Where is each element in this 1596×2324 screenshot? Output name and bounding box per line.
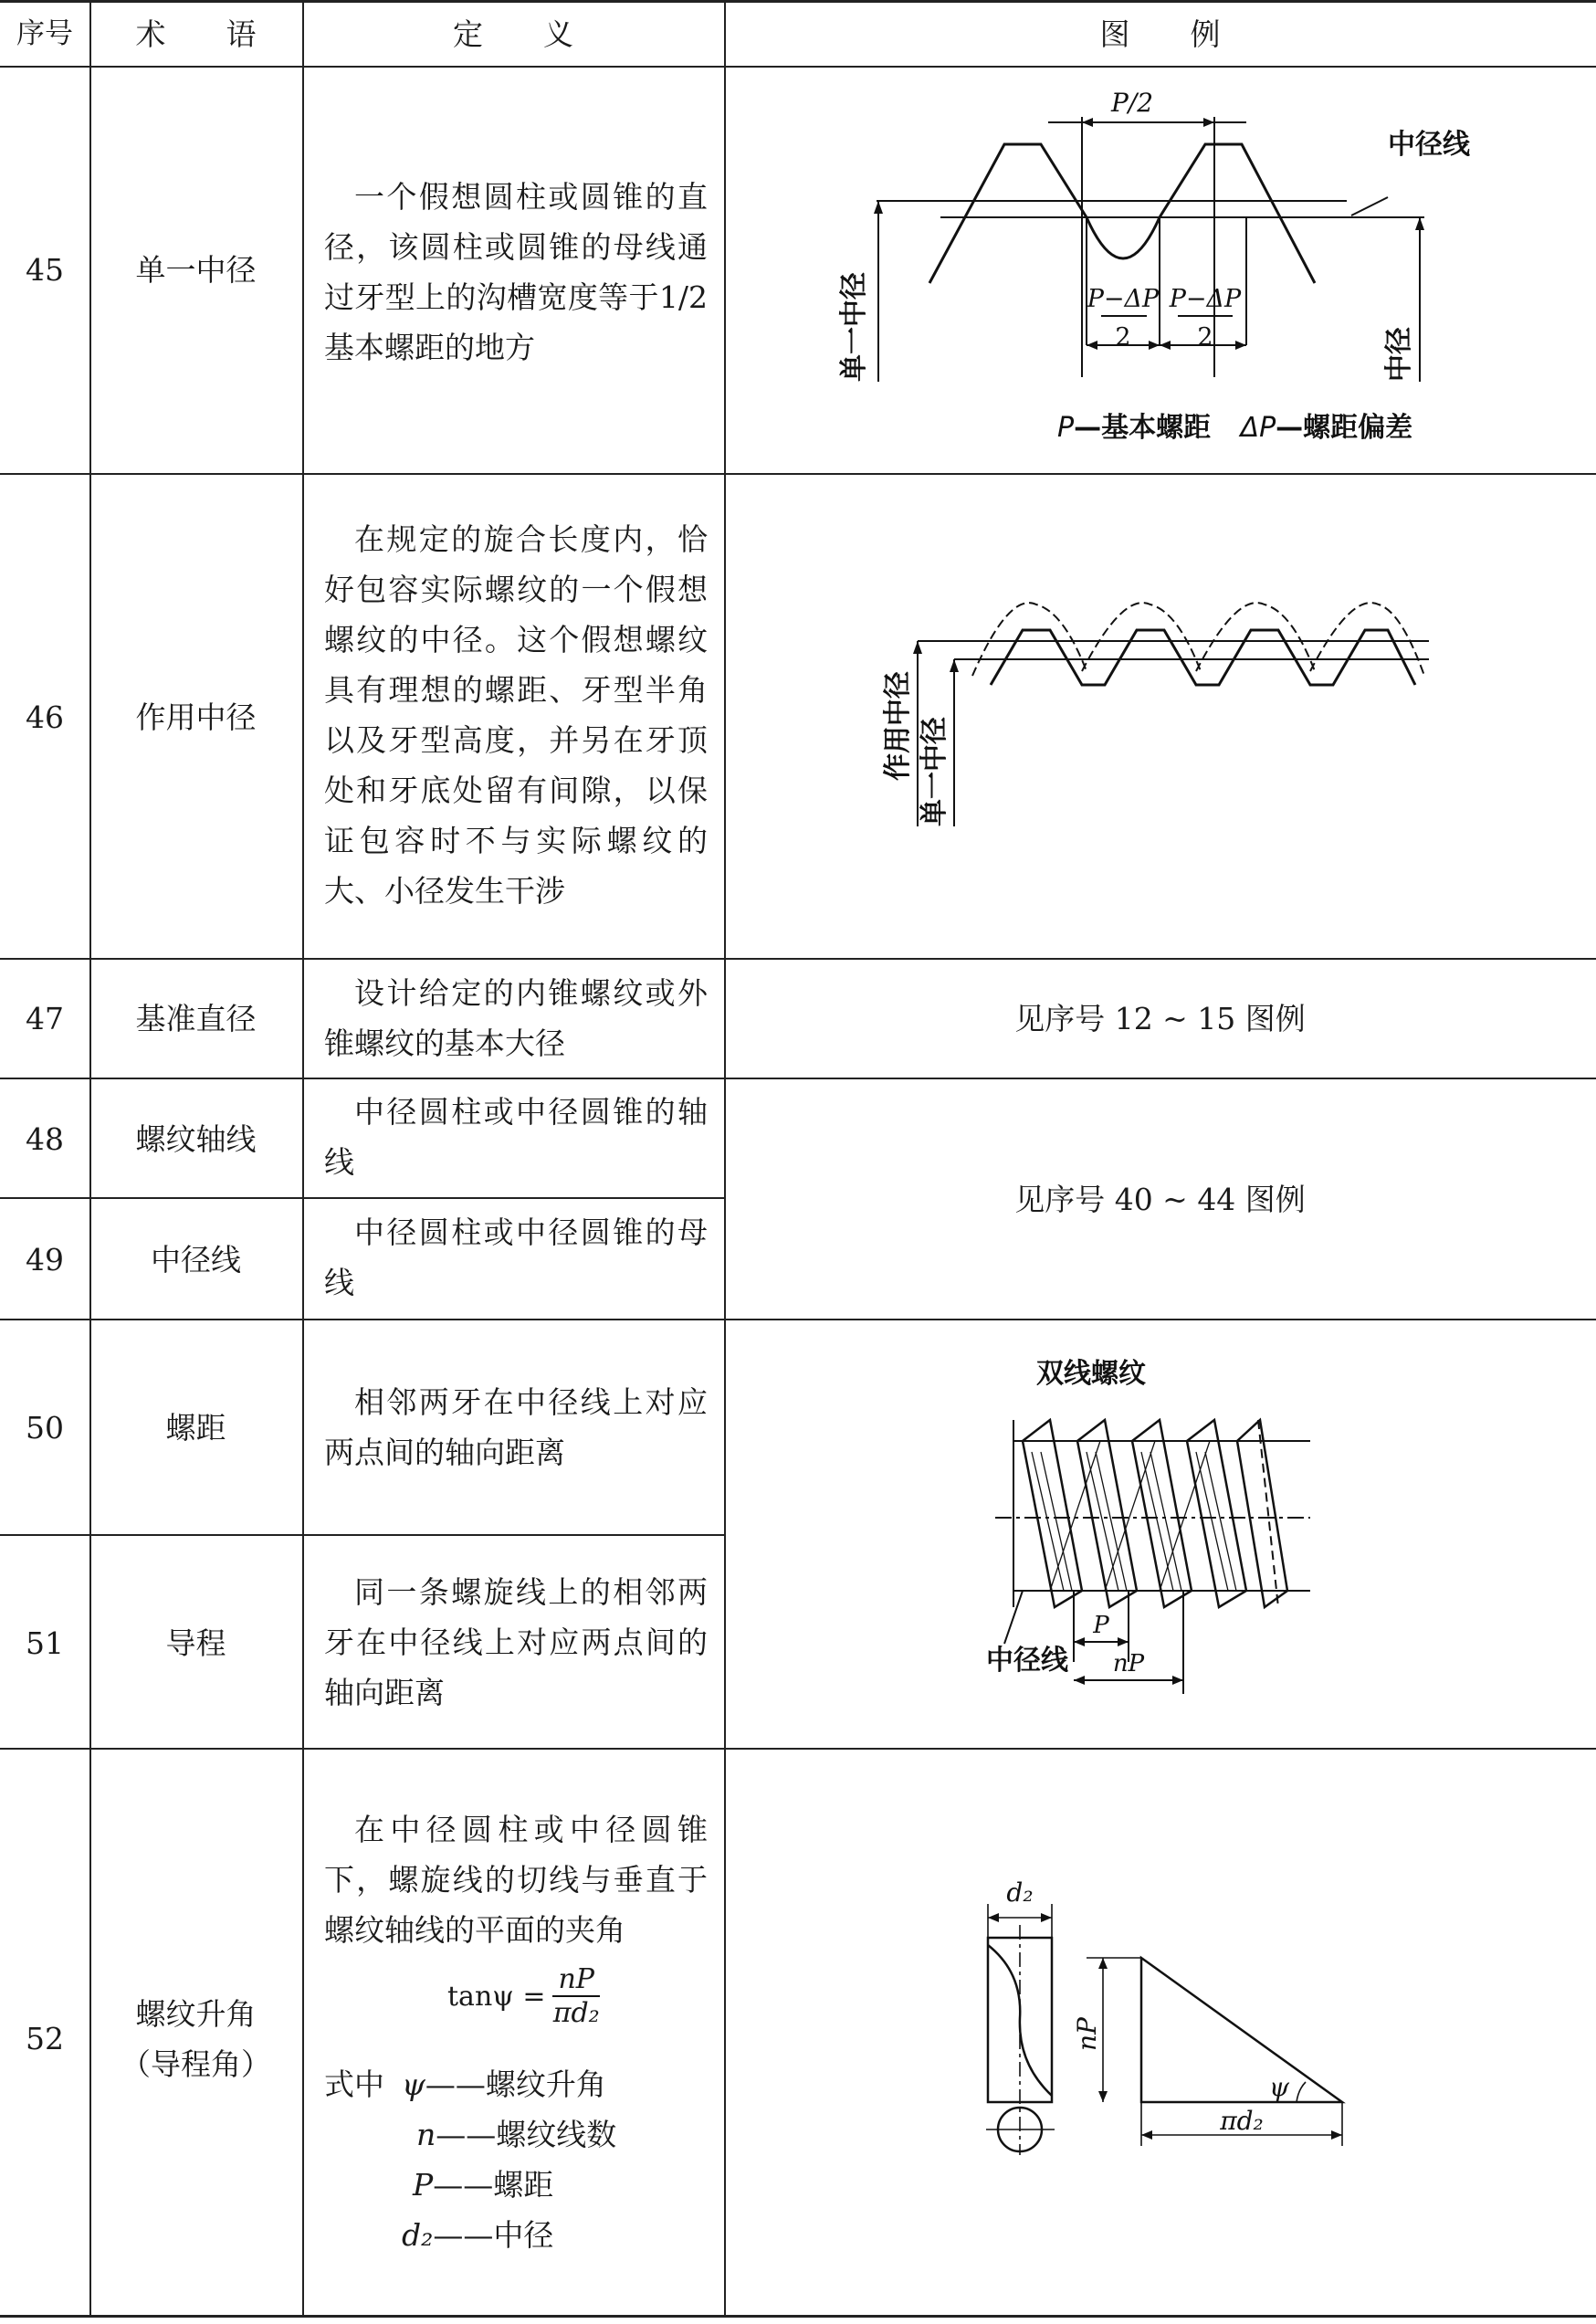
thread-profile xyxy=(929,144,1087,283)
table-bottom-border xyxy=(0,2315,1596,2318)
row-48-definition: 中径圆柱或中径圆锥的轴线 xyxy=(324,1094,708,1180)
row-48-term: 螺纹轴线 xyxy=(135,1121,257,1157)
column-divider xyxy=(302,0,304,2318)
lead-angle-formula xyxy=(447,1963,600,2029)
row-50-no: 50 xyxy=(26,1410,64,1446)
where-list xyxy=(402,2059,616,2260)
row-49-definition: 中径圆柱或中径圆锥的母线 xyxy=(324,1215,708,1300)
virtual-thread xyxy=(972,603,1424,676)
row-47-no: 47 xyxy=(26,1001,64,1036)
header-no: 序号 xyxy=(16,17,73,50)
row-46-term: 作用中径 xyxy=(135,699,257,735)
row-52-term: 螺纹升角 xyxy=(135,1996,257,2032)
row-52-definition: 在中径圆柱或中径圆锥下，螺旋线的切线与垂直于螺纹轴线的平面的夹角 xyxy=(324,1812,708,1948)
row-52-term-alt: （导程角） xyxy=(121,2046,271,2082)
row-51-definition: 同一条螺旋线上的相邻两牙在中径线上对应两点间的轴向距离 xyxy=(324,1574,708,1710)
row-45-figure xyxy=(822,80,1497,464)
frac-numerator: P−ΔP xyxy=(1169,285,1242,313)
where-item: d₂——中径 xyxy=(402,2217,554,2253)
row-45-definition: 一个假想圆柱或圆锥的直径，该圆柱或圆锥的母线通过牙型上的沟槽宽度等于1/2基本螺距的地方 xyxy=(324,179,708,365)
caption-dp-text: —螺距偏差 xyxy=(1276,412,1413,444)
pitch-line-label: 中径线 xyxy=(986,1645,1068,1677)
row-47-definition: 设计给定的内锥螺纹或外锥螺纹的基本大径 xyxy=(324,975,708,1061)
frac-numerator: P−ΔP xyxy=(1087,285,1160,313)
table-top-border xyxy=(0,0,1596,3)
row-49-no: 49 xyxy=(26,1242,64,1278)
formula-denominator: πd₂ xyxy=(552,1997,600,2029)
where-item: ψ——螺纹升角 xyxy=(402,2066,606,2102)
effective-pitch-diameter-label: 作用中径 xyxy=(882,671,914,781)
row-51-no: 51 xyxy=(26,1625,64,1661)
row-48-no: 48 xyxy=(26,1121,64,1157)
row-52-no: 52 xyxy=(26,2021,64,2056)
row-divider xyxy=(0,1748,1596,1750)
row-divider xyxy=(0,1319,1596,1320)
row-50-definition: 相邻两牙在中径线上对应两点间的轴向距离 xyxy=(324,1384,708,1470)
row-divider xyxy=(0,958,1596,960)
row-46-figure xyxy=(882,584,1438,840)
pitch-line-label: 中径线 xyxy=(1388,129,1470,161)
row-51-term: 导程 xyxy=(165,1625,226,1661)
header-definition: 定 义 xyxy=(453,16,573,52)
row-47-term: 基准直径 xyxy=(135,1001,257,1036)
row-46-definition: 在规定的旋合长度内，恰好包容实际螺纹的一个假想螺纹的中径。这个假想螺纹具有理想的螺距、牙型半角以及牙型高度，并另在牙顶处和牙底处留有间隙，以保证包容时不与实际螺纹的大、小径发生干涉 xyxy=(324,521,708,909)
frac-denominator: 2 xyxy=(1115,323,1131,352)
caption-p: P xyxy=(1057,412,1075,444)
double-thread-label: 双线螺纹 xyxy=(1036,1358,1146,1390)
rows-50-51-figure xyxy=(986,1351,1324,1717)
row-46-no: 46 xyxy=(26,699,64,735)
where-label: 式中 xyxy=(324,2066,384,2102)
formula-lhs: tanψ = xyxy=(447,1980,546,2013)
lead-label: nP xyxy=(1072,2017,1102,2051)
where-item: n——螺纹线数 xyxy=(416,2117,617,2152)
row-45-no: 45 xyxy=(26,252,64,288)
caption-dp: ΔP xyxy=(1240,412,1276,444)
row-47-figure-ref: 见序号 12 ~ 15 图例 xyxy=(1014,1001,1306,1036)
column-divider xyxy=(724,0,726,2318)
single-pitch-diameter-label: 单一中径 xyxy=(919,717,950,826)
pitch-diameter-label: 中径 xyxy=(1383,327,1415,382)
row-divider xyxy=(0,1078,1596,1079)
rows-48-49-figure-ref: 见序号 40 ~ 44 图例 xyxy=(1014,1182,1306,1217)
single-pitch-diameter-label: 单一中径 xyxy=(838,272,870,382)
psi-label: ψ xyxy=(1269,2072,1289,2102)
thread-profile xyxy=(1160,144,1315,283)
row-divider xyxy=(0,1534,724,1536)
formula-numerator: nP xyxy=(552,1963,600,1997)
header-figure: 图 例 xyxy=(1099,16,1221,52)
svg-text:P—基本螺距 ΔP—螺距偏差 xyxy=(1057,412,1412,444)
frac-denominator: 2 xyxy=(1197,323,1213,352)
row-52-figure xyxy=(968,1877,1351,2155)
caption-p-text: —基本螺距 xyxy=(1074,412,1212,444)
header-divider xyxy=(0,66,1596,68)
helix-triangle xyxy=(1141,1958,1342,2102)
thread-root xyxy=(1087,217,1160,258)
d2-label: d₂ xyxy=(1006,1877,1034,1908)
row-50-term: 螺距 xyxy=(165,1410,226,1446)
pitch-label: P xyxy=(1093,1612,1109,1639)
row-divider xyxy=(0,1197,724,1199)
where-item: P——螺距 xyxy=(413,2167,554,2203)
formula-fraction xyxy=(552,1963,600,2029)
p-half-label: P/2 xyxy=(1110,88,1154,118)
row-divider xyxy=(0,473,1596,475)
row-49-term: 中径线 xyxy=(151,1242,241,1278)
row-45-term: 单一中径 xyxy=(135,252,257,288)
lead-label: nP xyxy=(1112,1650,1145,1677)
circumference-label: πd₂ xyxy=(1220,2106,1264,2136)
header-term: 术 语 xyxy=(135,16,257,52)
